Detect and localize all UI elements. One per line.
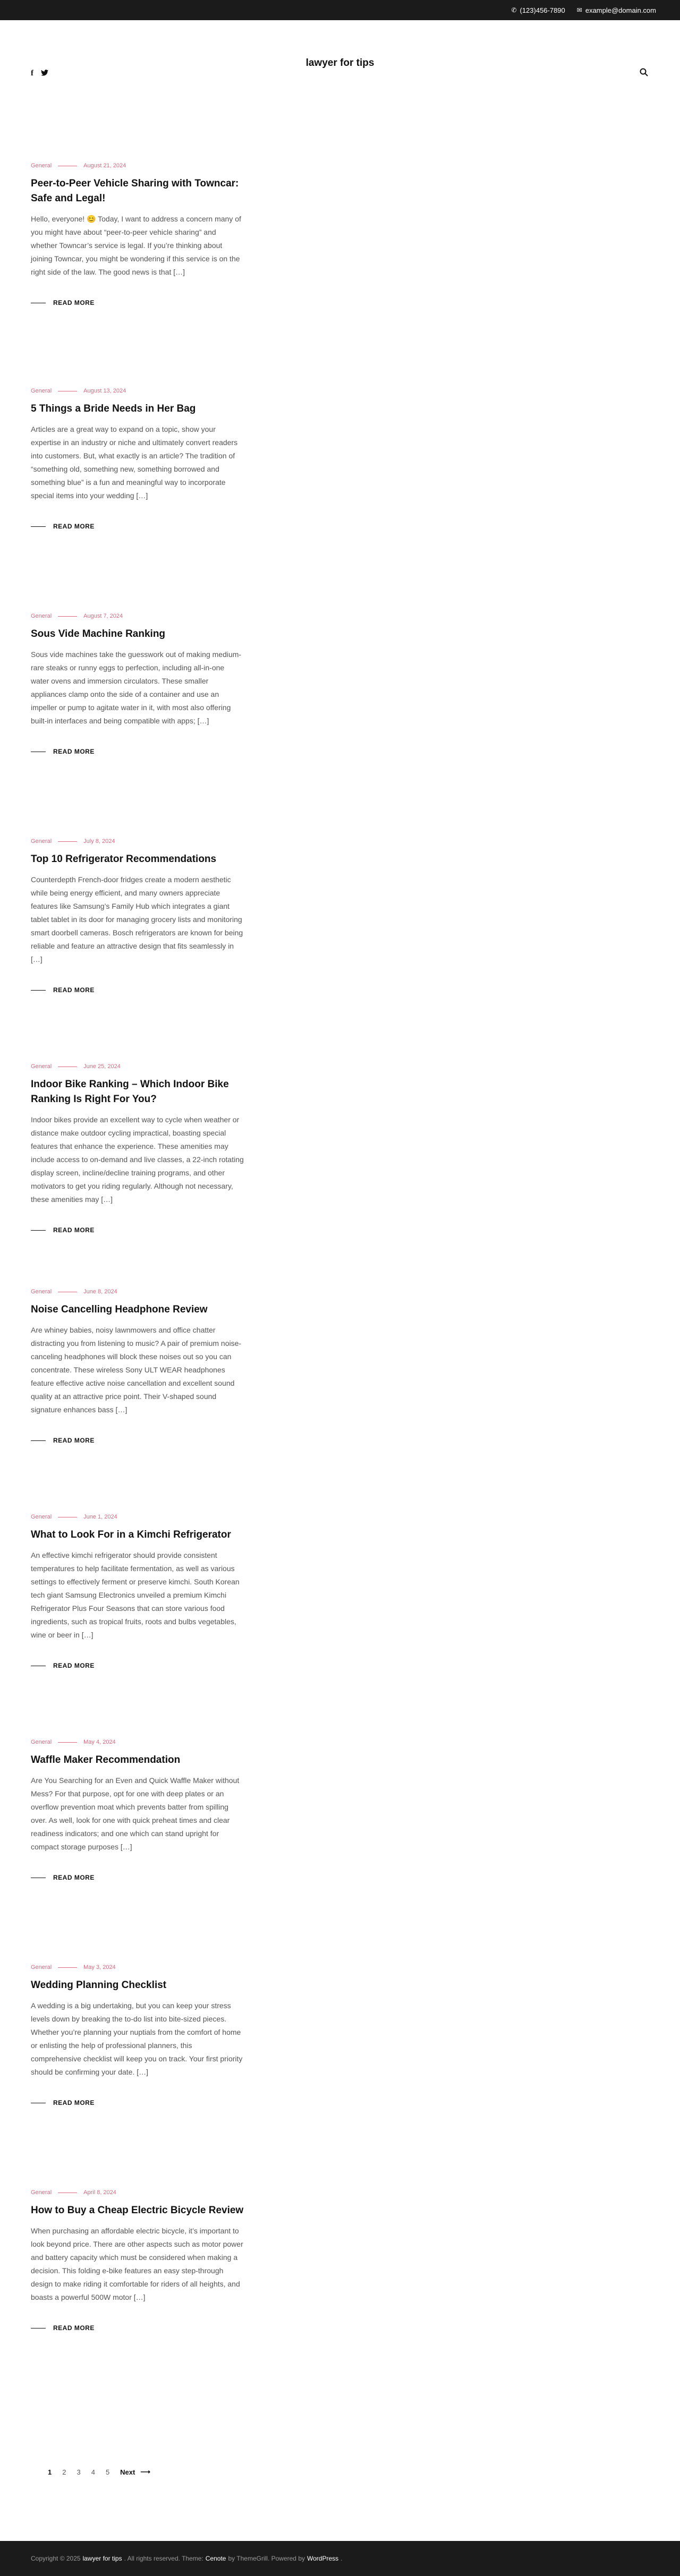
site-header [0,20,680,86]
post-title[interactable]: Peer-to-Peer Vehicle Sharing with Towncar: Safe and Legal! [31,178,239,204]
read-more-link[interactable] [31,2099,244,2106]
read-more-link[interactable] [31,523,244,530]
read-more-label: READ MORE [53,2324,95,2332]
post-date[interactable]: July 8, 2024 [83,838,115,845]
top-bar [0,0,680,20]
post-date[interactable]: May 3, 2024 [83,1964,116,1971]
page-link-4[interactable]: 4 [91,2468,95,2476]
post-excerpt: Sous vide machines take the guesswork out of making medium-rare steaks or runny eggs to perfection, including all-in-one water ovens and immersion circulators. These smaller appliances clamp onto the side of a container and use an impeller or pump to agitate water in it, with most also offering built-in interfaces and being compatible with apps; […] [31,650,242,725]
rights-text: . All rights reserved. Theme: [124,2555,203,2562]
read-more-line [31,990,46,991]
post-meta [31,1514,244,1520]
facebook-icon[interactable]: f [31,69,33,78]
post-date[interactable]: June 1, 2024 [83,1514,117,1520]
twitter-icon[interactable] [41,69,48,78]
post-category[interactable]: General [31,1514,52,1520]
arrow-right-icon: ⟶ [140,2468,150,2476]
post-date[interactable]: August 13, 2024 [83,388,126,394]
post-date[interactable]: May 4, 2024 [83,1739,116,1745]
post-meta [31,1739,244,1745]
read-more-label: READ MORE [53,748,95,755]
post-card [31,163,244,388]
read-more-line [31,526,46,527]
post-date[interactable]: April 8, 2024 [83,2189,116,2196]
read-more-link[interactable] [31,748,244,755]
post-card [31,1289,244,1514]
post-date[interactable]: June 8, 2024 [83,1289,117,1295]
post-title[interactable]: Top 10 Refrigerator Recommendations [31,854,217,865]
post-category[interactable]: General [31,163,52,169]
social-links [31,69,48,78]
read-more-link[interactable] [31,1874,244,1881]
post-excerpt: When purchasing an affordable electric bicycle, it’s important to look beyond price. There are other aspects such as motor power and battery capacity which must be considered when making a decision. This folding e-bike features an easy step-through design to make riding it comfortable for riders of all heights, and boasts a powerful 500W motor […] [31,2227,243,2301]
page-link-2[interactable]: 2 [62,2468,66,2476]
post-meta [31,1063,244,1070]
footer-site-link[interactable]: lawyer for tips [82,2555,122,2562]
post-excerpt: Counterdepth French-door fridges create a modern aesthetic while being energy efficient, and many owners appreciate features like Samsung’s Family Hub which integrates a giant tablet tablet in its door for managing grocery lists and monitoring smart doorbell cameras. Bosch refrigerators are known for being reliable and feature an attractive design that fits seamlessly in […] [31,875,243,963]
post-excerpt: An effective kimchi refrigerator should provide consistent temperatures to help facilitate fermentation, as well as various settings to effectively ferment or preserve kimchi. South Korean tech giant Samsung Electronics unveiled a premium Kimchi Refrigerator Plus Four Seasons that can store various food ingredients, such as tropical fruits, roots and bulbs vegetables, wine or beer in […] [31,1551,240,1639]
phone-number: (123)456-7890 [520,6,565,14]
read-more-line [31,1440,46,1441]
footer-period: . [341,2555,343,2562]
email-contact[interactable] [577,6,656,14]
pagination [48,2468,150,2476]
phone-contact[interactable] [511,6,565,14]
meta-divider [58,1742,77,1743]
read-more-link[interactable] [31,1226,244,1234]
post-card [31,388,244,613]
post-meta [31,388,244,394]
post-excerpt: Articles are a great way to expand on a topic, show your expertise in an industry or niche and ultimately convert readers into customers. But, what exactly is an article? The tradition of “something old, something new, something borrowed and something blue” is a fun and meaningful way to incorporate special items into your wedding […] [31,425,238,500]
phone-icon: ✆ [511,6,517,14]
post-date[interactable]: August 7, 2024 [83,613,123,619]
post-card [31,1514,244,1739]
read-more-label: READ MORE [53,1437,95,1444]
post-meta [31,613,244,619]
themegrill-text: by ThemeGrill. Powered by [228,2555,305,2562]
read-more-link[interactable] [31,299,244,306]
post-category[interactable]: General [31,2189,52,2196]
search-icon[interactable] [640,68,648,79]
next-label: Next [120,2468,135,2476]
next-page-link[interactable] [120,2468,150,2476]
post-category[interactable]: General [31,838,52,845]
post-category[interactable]: General [31,1739,52,1745]
read-more-link[interactable] [31,1662,244,1669]
post-category[interactable]: General [31,613,52,619]
post-list [0,86,244,2415]
post-category[interactable]: General [31,388,52,394]
site-title[interactable]: lawyer for tips [305,57,375,69]
read-more-link[interactable] [31,986,244,994]
post-title[interactable]: What to Look For in a Kimchi Refrigerator [31,1529,231,1540]
post-date[interactable]: June 25, 2024 [83,1063,121,1070]
read-more-link[interactable] [31,1437,244,1444]
copyright-text: Copyright © 2025 [31,2555,81,2562]
post-excerpt: Are whiney babies, noisy lawnmowers and office chatter distracting you from listening to music? A pair of premium noise-canceling headphones will block these noises out so you can concentrate. These wireless Sony ULT WEAR headphones feature effective active noise cancellation and excellent sound quality at an attractive price point. Their V-shaped sound signature enhances bass […] [31,1326,242,1414]
post-card [31,1739,244,1964]
post-title[interactable]: 5 Things a Bride Needs in Her Bag [31,403,196,414]
read-more-label: READ MORE [53,299,95,306]
post-meta [31,2189,244,2196]
meta-divider [58,616,77,617]
read-more-label: READ MORE [53,523,95,530]
post-excerpt: Hello, everyone! 😊 Today, I want to address a concern many of you might have about “peer-to-peer vehicle sharing” and whether Towncar’s service is legal. If you’re thinking about joining Towncar, you might be wondering if this service is on the right side of the law. The good news is that […] [31,215,241,276]
post-card [31,1964,244,2189]
post-card [31,838,244,1063]
post-meta [31,1289,244,1295]
read-more-link[interactable] [31,2324,244,2332]
post-meta [31,163,244,169]
wordpress-link[interactable]: WordPress [307,2555,339,2562]
page-link-1[interactable]: 1 [48,2468,52,2476]
read-more-label: READ MORE [53,986,95,994]
post-excerpt: A wedding is a big undertaking, but you can keep your stress levels down by breaking the to-do list into bite-sized pieces. Whether you’re planning your nuptials from the comfort of home or enlisting the help of professional planners, this comprehensive checklist will keep you on track. Your first priority should be confirming your date. […] [31,2001,243,2076]
read-more-label: READ MORE [53,1874,95,1881]
post-excerpt: Indoor bikes provide an excellent way to cycle when weather or distance make outdoor cycling impractical, boasting special features that enhance the experience. These amenities may include access to on-demand and live classes, a 22-inch rotating display screen, incline/decline training programs, and other motivators to get you riding regularly. Although not necessary, these amenities may […] [31,1115,244,1204]
post-date[interactable]: August 21, 2024 [83,163,126,169]
read-more-label: READ MORE [53,1226,95,1234]
read-more-line [31,1230,46,1231]
post-card [31,1063,244,1289]
post-excerpt: Are You Searching for an Even and Quick Waffle Maker without Mess? For that purpose, opt for one with deep plates or an overflow prevention moat which prevents batter from spilling over. As well, look for one with quick preheat times and clear readiness indicators; and one which can stand upright for compact storage purposes […] [31,1776,240,1851]
page-link-3[interactable]: 3 [76,2468,81,2476]
site-footer [0,2541,680,2576]
post-category[interactable]: General [31,1289,52,1295]
post-title[interactable]: Waffle Maker Recommendation [31,1754,181,1765]
post-title[interactable]: Indoor Bike Ranking – Which Indoor Bike Ranking Is Right For You? [31,1079,229,1105]
page-link-5[interactable]: 5 [105,2468,110,2476]
post-card [31,2189,244,2415]
post-meta [31,1964,244,1971]
meta-divider [58,1967,77,1968]
post-meta [31,838,244,845]
meta-divider [58,841,77,842]
post-title[interactable]: Wedding Planning Checklist [31,1980,167,1991]
post-title[interactable]: Noise Cancelling Headphone Review [31,1304,208,1315]
read-more-label: READ MORE [53,2099,95,2106]
read-more-label: READ MORE [53,1662,95,1669]
post-card [31,613,244,838]
theme-link[interactable]: Cenote [205,2555,226,2562]
post-title[interactable]: Sous Vide Machine Ranking [31,628,166,639]
email-address: example@domain.com [585,6,656,14]
envelope-icon: ✉ [576,6,582,14]
post-category[interactable]: General [31,1964,52,1971]
post-category[interactable]: General [31,1063,52,1070]
post-title[interactable]: How to Buy a Cheap Electric Bicycle Review [31,2205,244,2216]
